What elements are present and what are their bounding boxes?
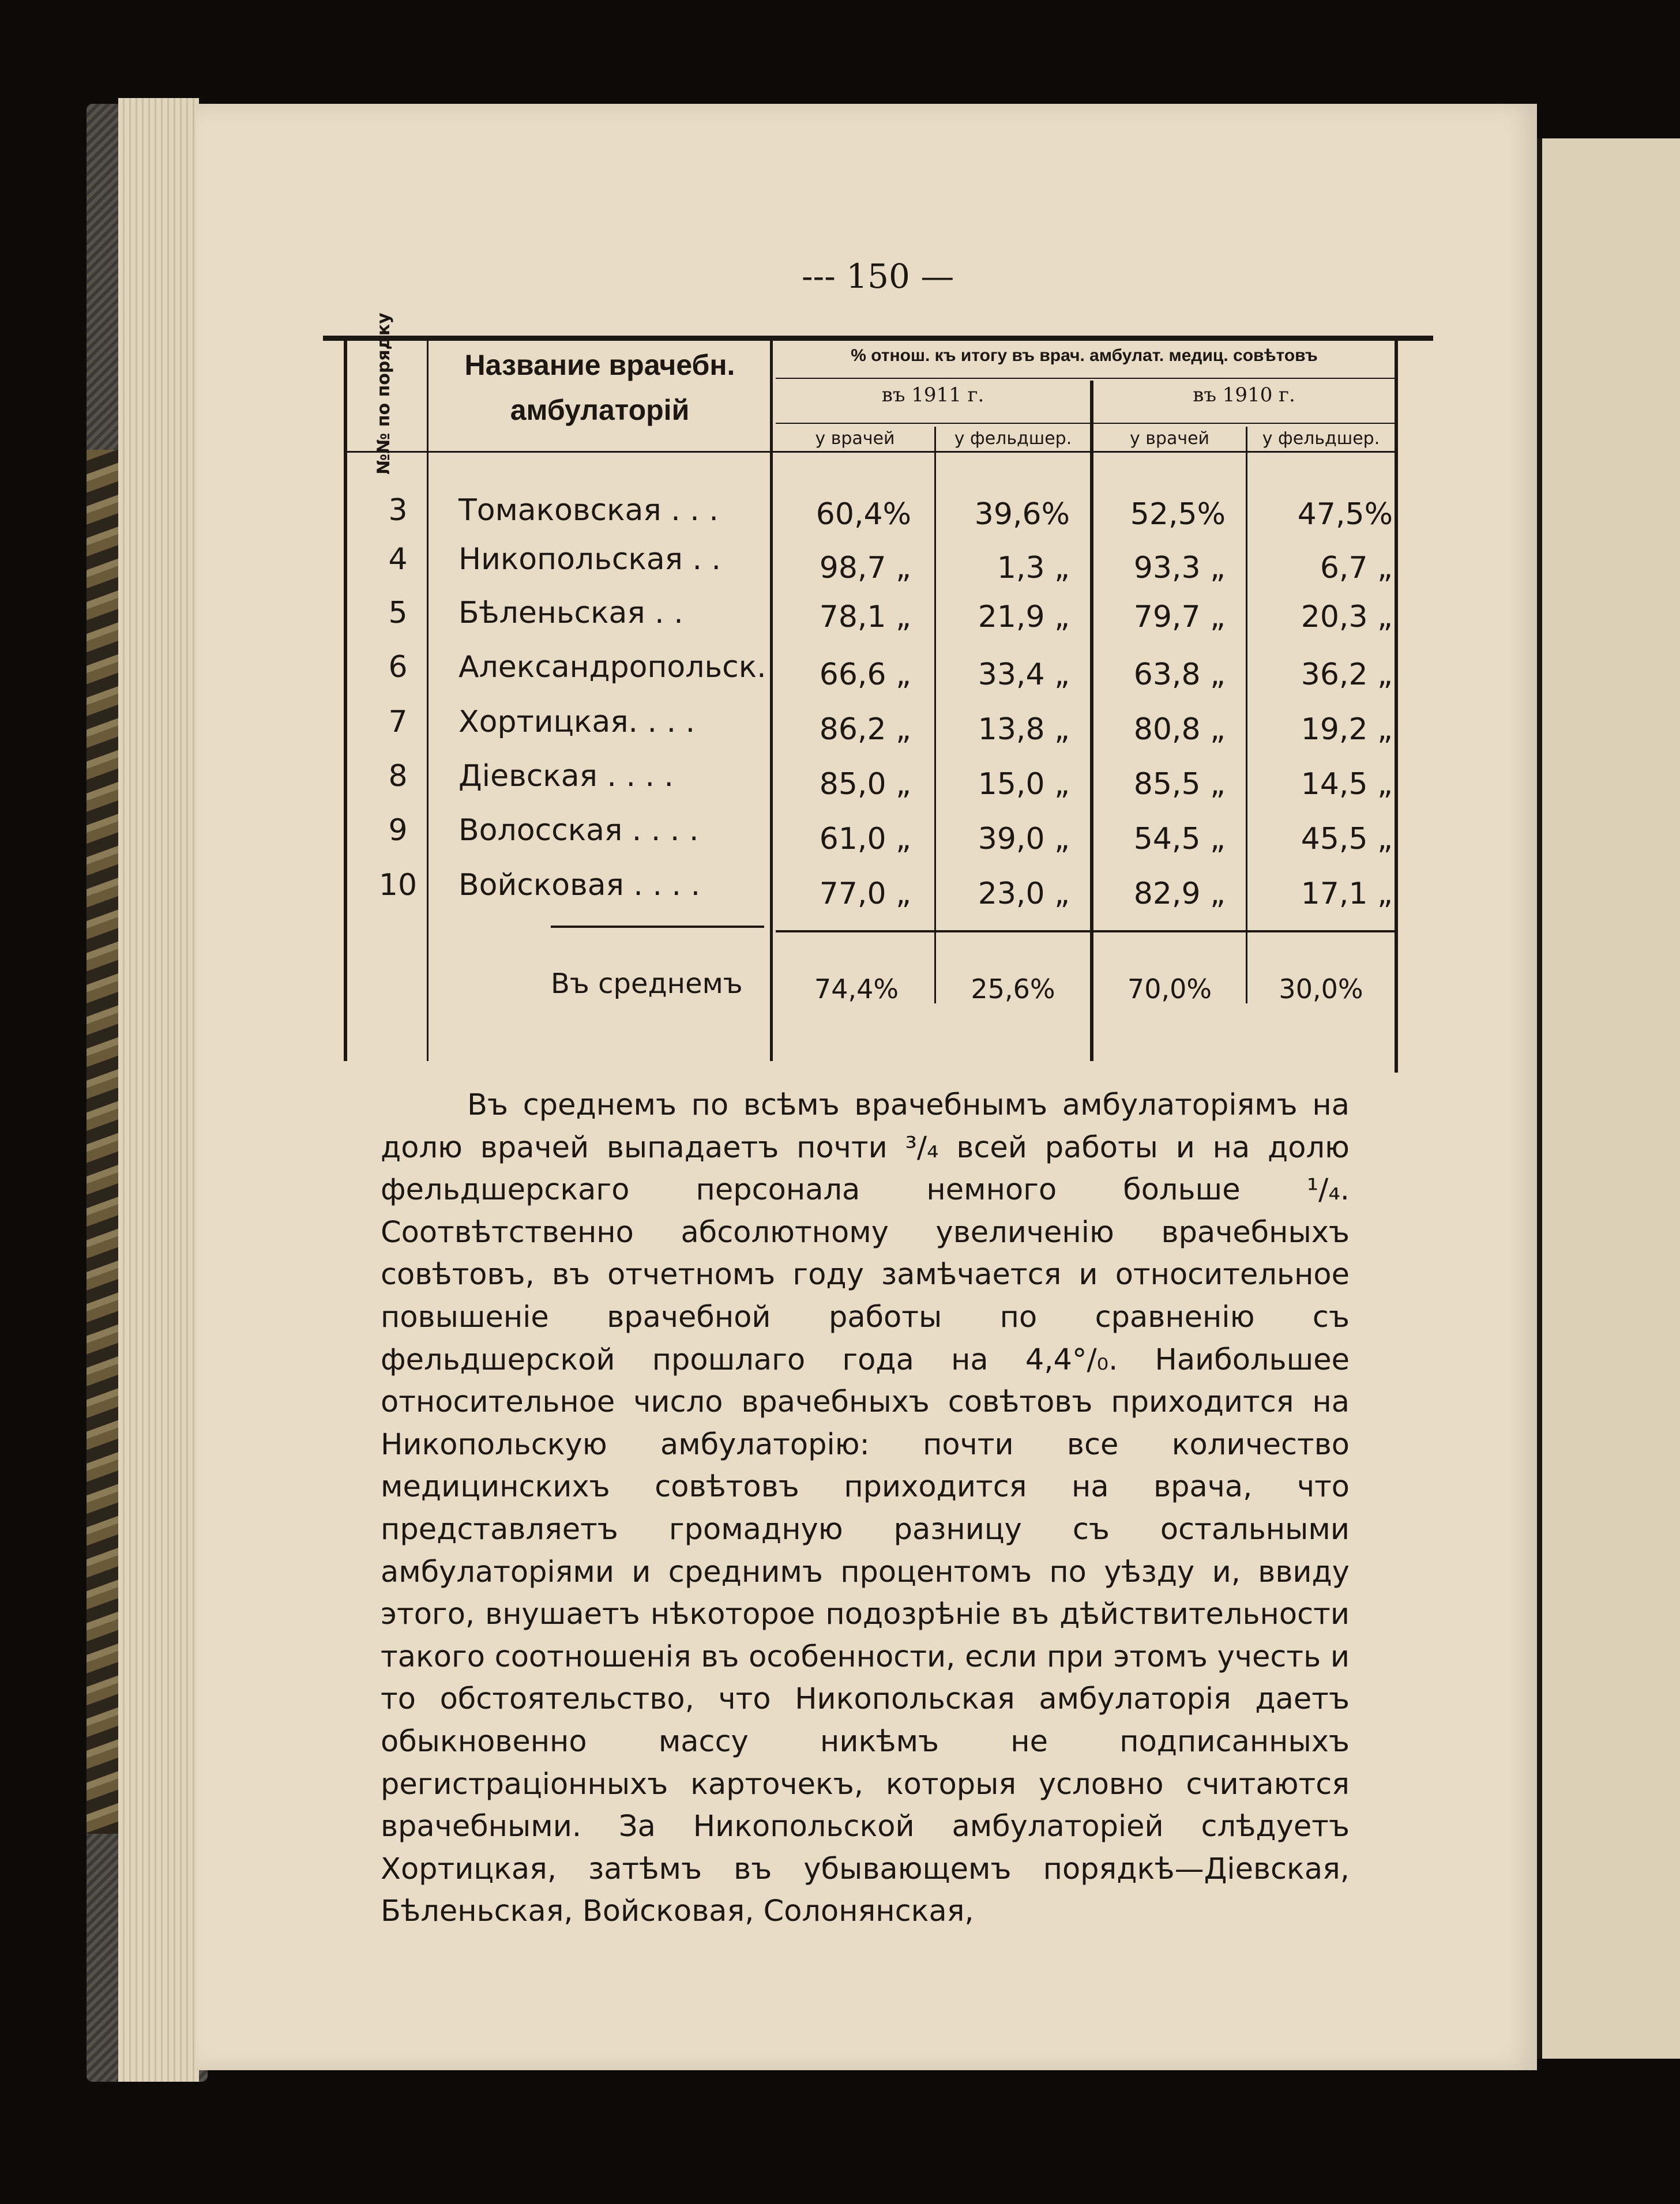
header-feldshers-1910: у фельдшер. [1262, 428, 1380, 449]
row-number: 10 [378, 868, 418, 902]
row-value: 23,0 „ [978, 877, 1070, 911]
row-number: 8 [388, 759, 408, 793]
row-value: 80,8 „ [1133, 712, 1226, 747]
header-doctors-1911: у врачей [815, 428, 895, 449]
row-value: 1,3 „ [997, 551, 1070, 585]
row-value: 36,2 „ [1301, 657, 1393, 692]
row-number: 4 [388, 542, 408, 577]
row-value: 14,5 „ [1301, 767, 1393, 802]
row-name: Войсковая . . . . [458, 868, 701, 902]
average-label: Въ среднемъ [551, 968, 743, 1000]
header-percent: % отнош. къ итогу въ врач. амбулат. медиц. совѣтовъ [851, 346, 1318, 365]
row-value: 6,7 „ [1320, 551, 1393, 585]
col-divider-1910 [1246, 427, 1247, 1003]
header-rule-1 [776, 378, 1396, 379]
row-number: 9 [388, 813, 408, 848]
row-value: 93,3 „ [1133, 551, 1226, 585]
col-divider-year [1090, 381, 1093, 1061]
row-name: Бѣленьская . . [458, 596, 683, 630]
row-value: 13,8 „ [978, 712, 1070, 747]
row-value: 60,4% [815, 497, 911, 532]
col-divider-num [427, 340, 429, 1061]
row-name: Томаковская . . . [458, 493, 719, 528]
row-value: 85,5 „ [1133, 767, 1226, 802]
row-value: 45,5 „ [1301, 822, 1393, 856]
header-year-1910: въ 1910 г. [1193, 383, 1295, 407]
header-bottom-rule [346, 451, 1396, 453]
row-value: 39,0 „ [978, 822, 1070, 856]
table-top-rule [323, 336, 1433, 341]
marbled-edge [87, 450, 121, 1834]
page-stack [118, 98, 199, 2082]
row-value: 86,2 „ [819, 712, 911, 747]
row-value: 77,0 „ [819, 877, 911, 911]
row-value: 20,3 „ [1301, 600, 1393, 634]
page-number: --- 150 — [802, 257, 954, 296]
average-value: 70,0% [1127, 973, 1212, 1005]
header-name-col: Название врачебн. амбулаторій [464, 349, 735, 426]
sum-rule-name [551, 926, 764, 928]
row-name: Хортицкая. . . . [458, 705, 696, 739]
row-value: 82,9 „ [1133, 877, 1226, 911]
row-number: 5 [388, 596, 408, 630]
header-rule-2 [776, 423, 1396, 424]
body-text [381, 1084, 1350, 1933]
row-value: 21,9 „ [978, 600, 1070, 634]
header-feldshers-1911: у фельдшер. [954, 428, 1072, 449]
row-value: 33,4 „ [978, 657, 1070, 692]
average-value: 30,0% [1279, 973, 1363, 1005]
sum-rule-values [776, 930, 1396, 932]
row-value: 19,2 „ [1301, 712, 1393, 747]
header-year-1911: въ 1911 г. [881, 383, 984, 407]
row-value: 47,5% [1297, 497, 1393, 532]
row-value: 78,1 „ [819, 600, 911, 634]
row-value: 54,5 „ [1133, 822, 1226, 856]
row-value: 15,0 „ [978, 767, 1070, 802]
row-name: Александропольск. [458, 650, 766, 684]
facing-page [1534, 138, 1680, 2059]
row-value: 85,0 „ [819, 767, 911, 802]
row-name: Діевская . . . . [458, 759, 674, 793]
average-value: 74,4% [814, 973, 899, 1005]
row-value: 61,0 „ [819, 822, 911, 856]
row-number: 3 [388, 493, 408, 528]
average-value: 25,6% [971, 973, 1055, 1005]
row-value: 79,7 „ [1133, 600, 1226, 634]
col-divider-name [770, 340, 773, 1061]
header-doctors-1910: у врачей [1129, 428, 1210, 449]
row-value: 39,6% [974, 497, 1070, 532]
row-name: Никопольская . . [458, 542, 721, 577]
row-name: Волосская . . . . [458, 813, 699, 848]
row-number: 6 [388, 650, 408, 684]
table-left-border [344, 337, 347, 1061]
row-value: 52,5% [1130, 497, 1226, 532]
row-value: 63,8 „ [1133, 657, 1226, 692]
row-number: 7 [388, 705, 408, 739]
row-value: 98,7 „ [819, 551, 911, 585]
row-value: 17,1 „ [1301, 877, 1393, 911]
table-right-border [1395, 340, 1398, 1073]
header-number-col: №№ по порядку [373, 313, 394, 475]
row-value: 66,6 „ [819, 657, 911, 692]
body-paragraph: Въ среднемъ по всѣмъ врачебнымъ амбулаторіямъ на долю врачей выпадаетъ почти ³/₄ всей работы и на долю фельдшерскаго персонала немного больше ¹/₄. Соотвѣтственно абсолютному увеличенію врачебныхъ совѣтовъ, въ отчетномъ году замѣчается и относительное повышеніе врачебной работы по сравненію съ фельдшерской прошлаго года на 4,4°/₀. Наибольшее относительное число врачебныхъ совѣтовъ приходится на Никопольскую амбулаторію: почти все количество медицинскихъ совѣтовъ приходится на врача, что представляетъ громадную разницу съ остальными амбулаторіями и среднимъ процентомъ по уѣзду и, ввиду этого, внушаетъ нѣкоторое подозрѣніе въ дѣйствительности такого соотношенія въ особенности, если при этомъ учесть и то обстоятельство, что Никопольская амбулаторія даетъ обыкновенно массу никѣмъ не подписанныхъ регистраціонныхъ карточекъ, которыя условно считаются врачебными. За Никопольской амбулаторіей слѣдуетъ Хортицкая, затѣмъ въ убывающемъ порядкѣ—Діевская, Бѣленьская, Войсковая, Солонянская, [381, 1088, 1350, 1929]
